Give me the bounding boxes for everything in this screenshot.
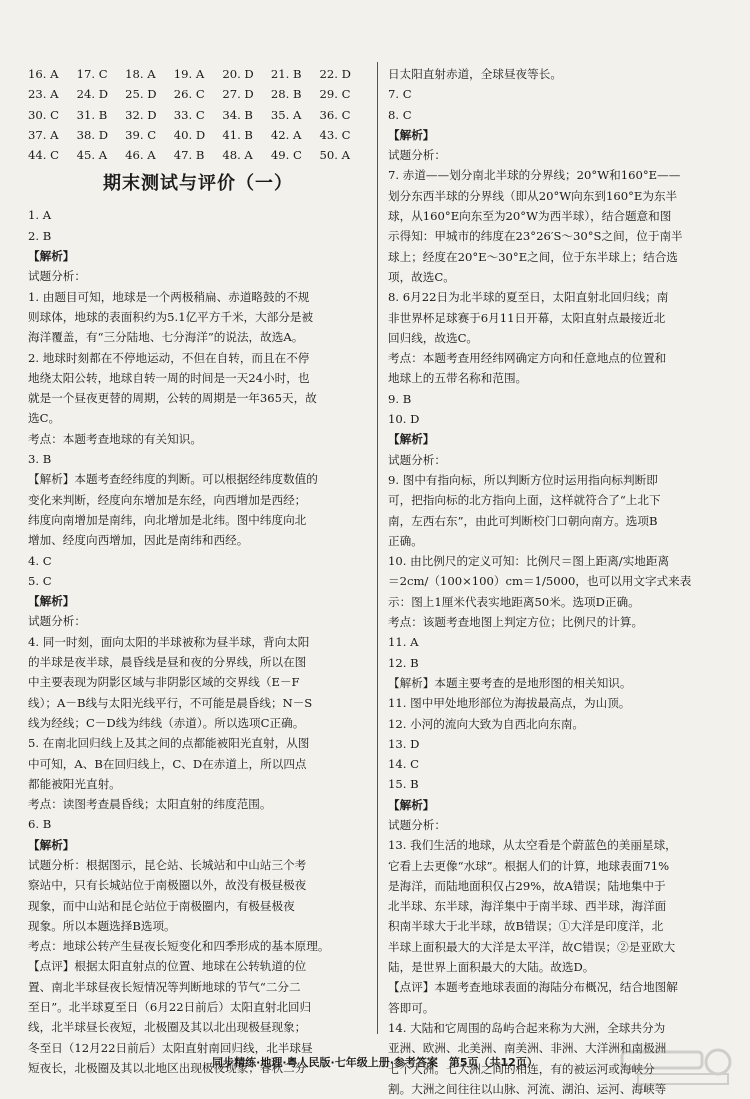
watermark-logo [618,1048,738,1088]
text-line: 可，把指向标的北方指向上面，这样就符合了“上北下 [388,493,661,508]
text-line: 5. C [28,573,52,588]
text-line: 7. C [388,87,412,102]
answer-table [28,64,368,165]
answer-cell: 42. A [270,127,302,142]
text-line: 积南半球大于北半球，故B错误；①大洋是印度洋，北 [388,919,664,934]
text-line: 考点：该题考查地图上判定方位；比例尺的计算。 [388,615,644,630]
left-text [28,205,368,1078]
text-line: 考点：地球公转产生昼夜长短变化和四季形成的基本原理。 [28,939,330,954]
right-text [388,64,720,1099]
text-line: 现象，而中山站和昆仑站位于南极圈内，有极昼极夜 [28,898,295,913]
answer-cell: 21. B [270,67,302,81]
answer-cell: 47. B [173,148,205,163]
answer-cell: 33. C [173,107,205,122]
answer-cell: 45. A [76,148,108,163]
text-line: 2. B [28,228,52,243]
text-line: 14. 大陆和它周围的岛屿合起来称为大洲，全球共分为 [388,1020,666,1035]
text-line: 的半球是夜半球，晨昏线是昼和夜的分界线，所以在图 [28,655,307,670]
answer-cell: 22. D [319,67,351,81]
text-line: 线为经线；C－D线为纬线（赤道）。所以选项C正确。 [28,715,305,730]
text-line: 【解析】 [388,432,435,447]
text-line: 割。大洲之间往往以山脉、河流、湖泊、运河、海峡等 [388,1081,667,1096]
text-line: 【点评】根据太阳直射点的位置、地球在公转轨道的位 [28,959,307,974]
text-line: 冬至日（12月22日前后）太阳直射南回归线，北半球昼 [28,1040,313,1055]
answer-row [28,145,368,165]
answer-cell: 29. C [319,87,351,102]
text-line: 【解析】 [28,594,75,609]
text-line: 北半球、东半球，海洋集中于南半球、西半球，海洋面 [388,899,667,914]
text-line: 现象。所以本题选择B选项。 [28,918,176,933]
text-line: 选C。 [28,411,61,426]
text-line: 则球体，地球的表面积约为5.1亿平方千米，大部分是被 [28,309,314,324]
answer-cell: 34. B [222,107,253,122]
text-line: 项，故选C。 [388,269,455,284]
text-line: 划分东西半球的分界线（即从20°W向东到160°E为东半 [388,188,678,203]
text-line: 试题分析： [388,817,446,832]
answer-cell: 32. D [125,107,157,122]
answer-cell: 30. C [28,107,59,122]
answer-row [28,105,368,125]
text-line: 1. 由题目可知，地球是一个两极稍扁、赤道略鼓的不规 [28,289,310,304]
text-line: 亚洲、欧洲、北美洲、南美洲、非洲、大洋洲和南极洲 [388,1041,667,1056]
answer-cell: 48. A [222,148,253,163]
answer-cell: 17. C [76,67,108,81]
text-line: 11. A [388,635,419,650]
text-line: 地绕太阳公转，地球自转一周的时间是一天24小时，也 [28,370,310,385]
text-line: 中主要表现为阴影区域与非阴影区域的交界线（E－F [28,675,300,690]
text-line: 短夜长，北极圈及其以北地区出现极夜现象；春秋二分 [28,1060,307,1075]
text-line: 10. 由比例尺的定义可知：比例尺＝图上距离/实地距离 [388,554,670,569]
text-line: 增加、经度向西增加，因此是南纬和西经。 [28,533,249,548]
answer-row [28,84,368,104]
text-line: 13. D [388,736,420,751]
answer-cell: 37. A [28,127,59,142]
text-line: 考点：本题考查用经纬网确定方向和任意地点的位置和 [388,351,667,366]
text-line: 球上；经度在20°E～30°E之间，位于东半球上；结合选 [388,249,678,264]
text-line: 10. D [388,412,420,427]
text-line: 七个大洲。七大洲之间的相连，有的被运河或海峡分 [388,1061,655,1076]
answer-cell: 43. C [319,127,351,142]
answer-cell: 31. B [76,107,108,122]
text-line: 示得知：甲城市的纬度在23°26′S～30°S之间，位于南半 [388,229,683,244]
text-line: 陆，是世界上面积最大的大陆。故选D。 [388,960,595,975]
text-line: 6. B [28,817,52,832]
text-line: 14. C [388,757,419,772]
text-line: 试题分析： [28,269,86,284]
answer-row [28,125,368,145]
text-line: 半球上面积最大的大洋是太平洋，故C错误；②是亚欧大 [388,939,676,954]
answer-cell: 46. A [125,148,156,163]
page-footer: 同步精练·地理·粤人民版·七年级上册·参考答案 第5页（共12页） [212,1056,538,1069]
text-line: 【解析】 [28,837,75,852]
text-line: 4. 同一时刻，面向太阳的半球被称为昼半球，背向太阳 [28,634,310,649]
answer-cell: 38. D [76,127,108,142]
text-line: 1. A [28,208,52,223]
text-line: 非世界杯足球赛于6月11日开幕，太阳直射点最接近北 [388,310,666,325]
text-line: 察站中，只有长城站位于南极圈以外，故没有极昼极夜 [28,878,307,893]
text-line: 考点：读图考查晨昏线；太阳直射的纬度范围。 [28,797,272,812]
text-line: 11. 图中甲处地形部位为海拔最高点，为山顶。 [388,696,631,711]
text-line: ＝2cm/（100×100）cm＝1/5000，也可以用文字式来表 [388,574,692,589]
answer-cell: 49. C [270,148,302,163]
text-line: 至日”。北半球夏至日（6月22日前后）太阳直射北回归 [28,1000,312,1015]
text-line: 线，北半球昼长夜短，北极圈及其以北出现极昼现象； [28,1020,307,1035]
text-line: 【点评】本题考查地球表面的海陆分布概况，结合地图解 [388,980,678,995]
answer-cell: 16. A [28,67,59,81]
answer-cell: 40. D [173,127,206,142]
text-line: 3. B [28,452,52,467]
answer-cell: 44. C [28,148,59,163]
text-line: 纬度向南增加是南纬，向北增加是北纬。图中纬度向北 [28,512,307,527]
answer-cell: 35. A [270,107,302,122]
text-line: 正确。 [388,533,423,548]
answer-row [28,64,368,84]
text-line: 5. 在南北回归线上及其之间的点都能被阳光直射，从图 [28,736,310,751]
text-line: 【解析】 [388,127,435,142]
text-line: 置、南北半球昼夜长短情况等判断地球的节气“二分二 [28,979,301,994]
text-line: 试题分析： [388,452,446,467]
text-line: 4. C [28,553,52,568]
text-line: 线）；A－B线与太阳光线平行，不可能是晨昏线；N－S [28,695,313,710]
text-line: 7. 赤道——划分南北半球的分界线；20°W和160°E—— [388,168,681,183]
answer-cell: 41. B [222,127,253,142]
answer-cell: 18. A [125,67,156,81]
text-line: 12. B [388,655,419,670]
text-line: 球，从160°E向东至为20°W为西半球），结合题意和图 [388,209,672,224]
text-line: 8. C [388,107,412,122]
text-line: 是海洋，而陆地面积仅占29%，故A错误；陆地集中于 [388,878,666,893]
text-line: 示：图上1厘米代表实地距离50米。选项D正确。 [388,594,640,609]
left-column [28,64,368,1078]
text-line: 12. 小河的流向大致为自西北向东南。 [388,716,585,731]
answer-cell: 20. D [222,67,254,81]
text-line: 9. 图中有指向标，所以判断方位时运用指向标判断即 [388,472,658,487]
answer-cell: 39. C [125,127,157,142]
text-line: 【解析】 [388,797,435,812]
text-line: 南，左西右东”，由此可判断校门口朝向南方。选项B [388,513,658,528]
text-line: 【解析】本题主要考查的是地形图的相关知识。 [388,675,632,690]
text-line: 日太阳直射赤道，全球昼夜等长。 [388,67,562,81]
section-title: 期末测试与评价（一） [103,173,293,195]
text-line: 8. 6月22日为北半球的夏至日，太阳直射北回归线；南 [388,290,669,305]
text-line: 中可知，A、B在回归线上，C、D在赤道上，所以四点 [28,756,307,771]
text-line: 考点：本题考查地球的有关知识。 [28,431,202,446]
text-line: 试题分析： [388,148,446,163]
answer-cell: 26. C [173,87,205,102]
answer-cell: 36. C [319,107,351,122]
text-line: 9. B [388,391,412,406]
answer-cell: 24. D [76,87,108,102]
text-line: 15. B [388,777,419,792]
text-line: 2. 地球时刻都在不停地运动，不但在自转，而且在不停 [28,350,310,365]
column-divider [377,62,378,1034]
text-line: 都能被阳光直射。 [28,776,121,791]
text-line: 试题分析：根据图示，昆仑站、长城站和中山站三个考 [28,857,307,872]
text-line: 回归线，故选C。 [388,330,479,345]
text-line: 它看上去更像“水球”。根据人们的计算，地球表面71% [388,858,670,873]
answer-cell: 25. D [125,87,157,102]
text-line: 试题分析： [28,614,86,629]
text-line: 海洋覆盖，有“三分陆地、七分海洋”的说法，故选A。 [28,330,304,345]
text-line: 就是一个昼夜更替的周期，公转的周期是一年365天，故 [28,391,317,406]
text-line: 答即可。 [388,1000,435,1015]
text-line: 【解析】本题考查经纬度的判断。可以根据经纬度数值的 [28,472,318,487]
right-column [388,64,720,1099]
answer-cell: 19. A [173,67,205,81]
answer-cell: 50. A [319,148,350,163]
answer-cell: 27. D [222,87,254,102]
text-line: 地球上的五带名称和范围。 [388,371,528,386]
answer-cell: 28. B [270,87,302,102]
answer-cell: 23. A [28,87,59,102]
text-line: 13. 我们生活的地球，从太空看是个蔚蓝色的美丽星球， [388,838,677,853]
text-line: 【解析】 [28,249,75,264]
text-line: 变化来判断，经度向东增加是东经，向西增加是西经； [28,492,307,507]
